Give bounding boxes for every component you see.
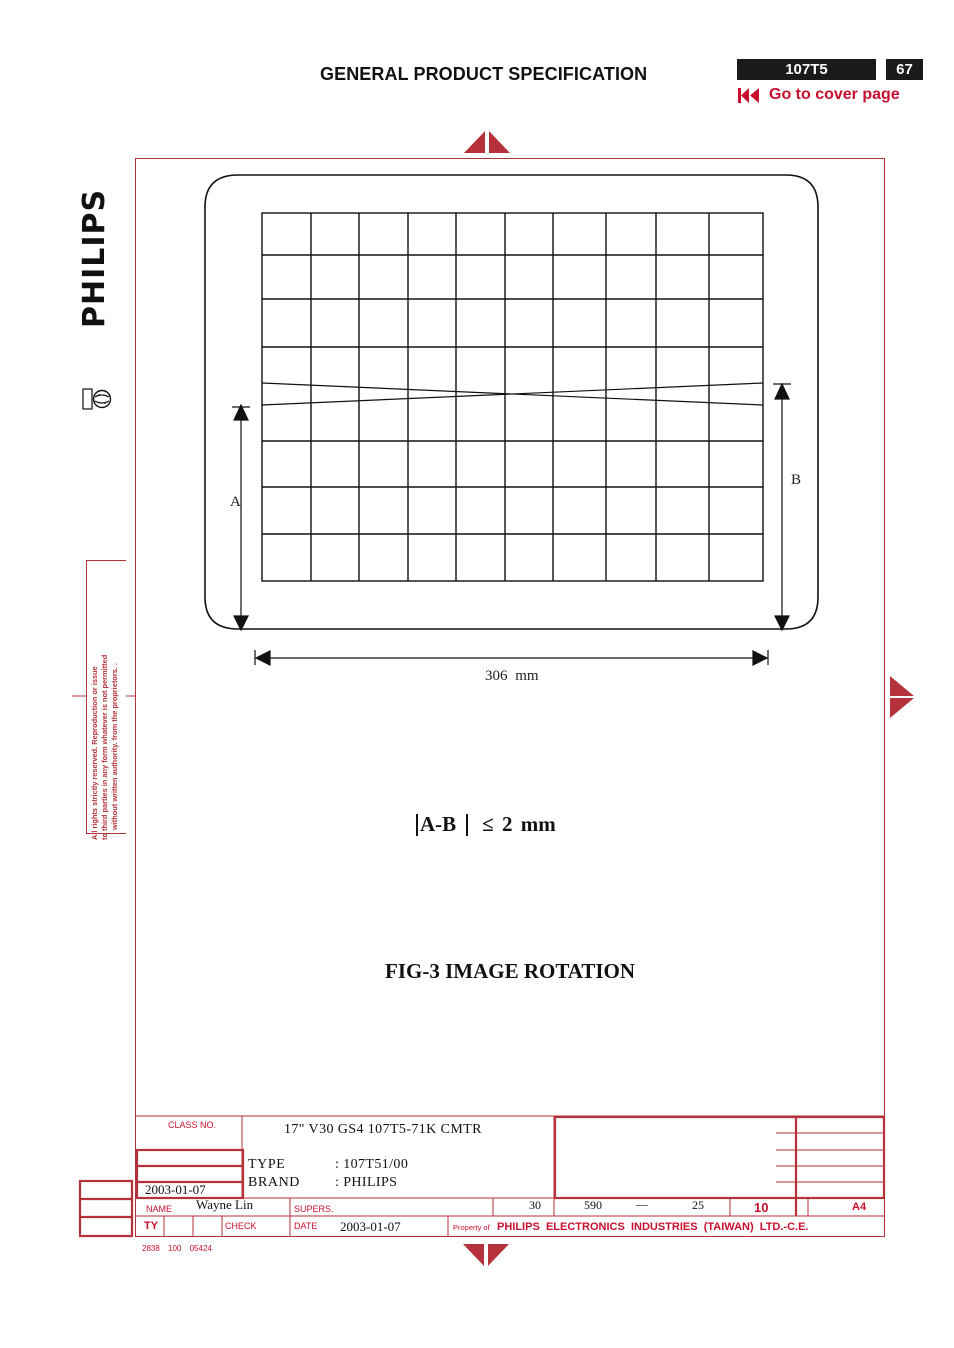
product-description: 17" V30 GS4 107T5-71K CMTR	[284, 1122, 482, 1137]
property-of-label: Property of	[453, 1223, 490, 1232]
check-label: CHECK	[225, 1221, 257, 1231]
brand-value: : PHILIPS	[335, 1175, 398, 1190]
date-1: 2003-01-07	[145, 1182, 206, 1197]
name-label: NAME	[146, 1204, 173, 1214]
page-number-badge: 67	[886, 59, 923, 80]
value-590: 590	[584, 1198, 602, 1212]
label-a: A	[230, 494, 241, 510]
ty-label: TY	[144, 1220, 159, 1232]
rights-line-3: without written authority. from the proprietors. .	[110, 663, 119, 830]
document-number: 2838 100 05424	[142, 1244, 212, 1253]
formula-right: ≤ 2 mm	[482, 812, 556, 836]
go-to-cover-label: Go to cover page	[769, 86, 900, 103]
supers-label: SUPERS.	[294, 1204, 334, 1214]
date-2: 2003-01-07	[340, 1219, 401, 1234]
rights-line-1: All rights strictly reserved. Reproduction or issue	[90, 666, 99, 840]
value-30: 30	[529, 1198, 541, 1212]
width-dimension-label: 306 mm	[485, 668, 539, 684]
type-label: TYPE	[248, 1157, 286, 1172]
value-25: 25	[692, 1198, 704, 1212]
company-name: PHILIPS ELECTRONICS INDUSTRIES (TAIWAN) LTD.-C.E.	[497, 1221, 809, 1233]
model-badge: 107T5	[737, 59, 876, 80]
rights-line-2: to third parties in any form whatever is not permitted	[100, 654, 109, 840]
class-no-label: CLASS NO.	[168, 1120, 217, 1130]
name-value: Wayne Lin	[196, 1197, 254, 1212]
page-title: GENERAL PRODUCT SPECIFICATION	[320, 64, 648, 84]
label-b: B	[791, 472, 802, 488]
type-value: : 107T51/00	[335, 1157, 409, 1172]
formula-left: A-B	[420, 812, 457, 836]
value-dash: —	[636, 1197, 648, 1211]
philips-wordmark: PHILIPS	[77, 188, 112, 328]
brand-label: BRAND	[248, 1175, 301, 1190]
figure-title: FIG-3 IMAGE ROTATION	[385, 959, 636, 983]
paper-size: A4	[852, 1201, 867, 1213]
value-10: 10	[754, 1200, 769, 1215]
date-label: DATE	[294, 1221, 318, 1231]
